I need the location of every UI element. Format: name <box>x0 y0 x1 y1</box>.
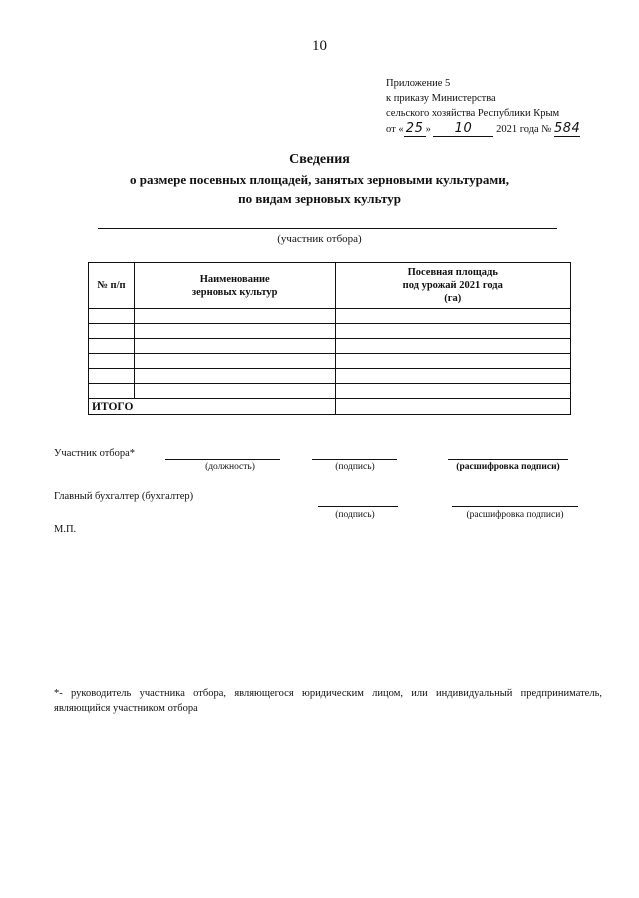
order-number: 584 <box>553 121 581 136</box>
participant-signature-caption: (подпись) <box>335 462 375 472</box>
table-cell[interactable] <box>134 324 335 339</box>
date-mid: » <box>425 124 431 135</box>
appendix-line-1: Приложение 5 <box>386 78 451 89</box>
position-line[interactable] <box>165 459 280 460</box>
table-cell[interactable] <box>134 384 335 399</box>
participant-caption: (участник отбора) <box>277 233 362 245</box>
participant-signature-line[interactable] <box>312 459 397 460</box>
date-day: 25 <box>404 121 426 137</box>
table-cell[interactable] <box>134 369 335 384</box>
table-row <box>89 324 571 339</box>
table-row <box>89 369 571 384</box>
position-caption: (должность) <box>205 462 255 472</box>
table-row <box>89 339 571 354</box>
title-line-2: о размере посевных площадей, занятых зерновыми культурами, <box>130 172 509 187</box>
date-month: 10 <box>433 121 493 137</box>
header-crop-name <box>134 263 335 309</box>
table-cell[interactable] <box>89 339 135 354</box>
participant-decoding-line[interactable] <box>448 459 568 460</box>
title-line-3: по видам зерновых культур <box>238 191 401 206</box>
table-cell[interactable] <box>89 384 135 399</box>
header-number: № п/п <box>89 263 135 309</box>
total-label: ИТОГО <box>89 399 336 415</box>
table-cell[interactable] <box>89 354 135 369</box>
page-number: 10 <box>312 38 327 54</box>
table-row <box>89 309 571 324</box>
participant-label: Участник отбора* <box>54 448 136 459</box>
accountant-label: Главный бухгалтер (бухгалтер) <box>54 491 194 502</box>
table-cell[interactable] <box>89 324 135 339</box>
header-sown-area-line-2: под урожай 2021 года <box>402 280 503 291</box>
header-crop-name-line-2: зерновых культур <box>191 286 278 298</box>
table-cell[interactable] <box>335 309 570 324</box>
table-cell[interactable] <box>134 339 335 354</box>
table-row <box>89 354 571 369</box>
table-cell[interactable] <box>335 369 570 384</box>
total-value-cell[interactable] <box>335 399 570 415</box>
date-prefix: от « <box>386 124 404 135</box>
table-cell[interactable] <box>134 354 335 369</box>
header-crop-name-line-1: Наименование <box>199 273 270 285</box>
stamp-label: М.П. <box>54 524 77 535</box>
table-cell[interactable] <box>335 339 570 354</box>
table-row <box>89 384 571 399</box>
date-year: 2021 года № <box>496 124 552 135</box>
appendix-header <box>386 76 580 137</box>
table-cell[interactable] <box>89 369 135 384</box>
table-cell[interactable] <box>335 324 570 339</box>
table-header-row <box>89 263 571 309</box>
participant-decoding-caption: (расшифровка подписи) <box>456 462 560 472</box>
header-sown-area-line-3: (га) <box>444 293 462 304</box>
appendix-date-line <box>386 121 580 137</box>
table-total-row <box>89 399 571 415</box>
footnote: *- руководитель участника отбора, являющегося юридическим лицом, или индивидуальный предприниматель, являющийся участником отбора <box>54 688 602 714</box>
header-sown-area-line-1: Посевная площадь <box>407 267 498 278</box>
participant-fill-line <box>98 228 557 229</box>
table-cell[interactable] <box>134 309 335 324</box>
crop-area-table <box>88 262 571 415</box>
appendix-line-3: сельского хозяйства Республики Крым <box>386 108 560 119</box>
table-cell[interactable] <box>89 309 135 324</box>
accountant-signature-caption: (подпись) <box>335 510 375 520</box>
accountant-signature-line[interactable] <box>318 506 398 507</box>
accountant-decoding-caption: (расшифровка подписи) <box>466 510 564 520</box>
table-cell[interactable] <box>335 354 570 369</box>
title-line-1: Сведения <box>289 152 350 167</box>
accountant-decoding-line[interactable] <box>452 506 578 507</box>
header-sown-area <box>335 263 570 309</box>
appendix-line-2: к приказу Министерства <box>386 93 496 104</box>
document-title <box>0 150 639 208</box>
table-cell[interactable] <box>335 384 570 399</box>
